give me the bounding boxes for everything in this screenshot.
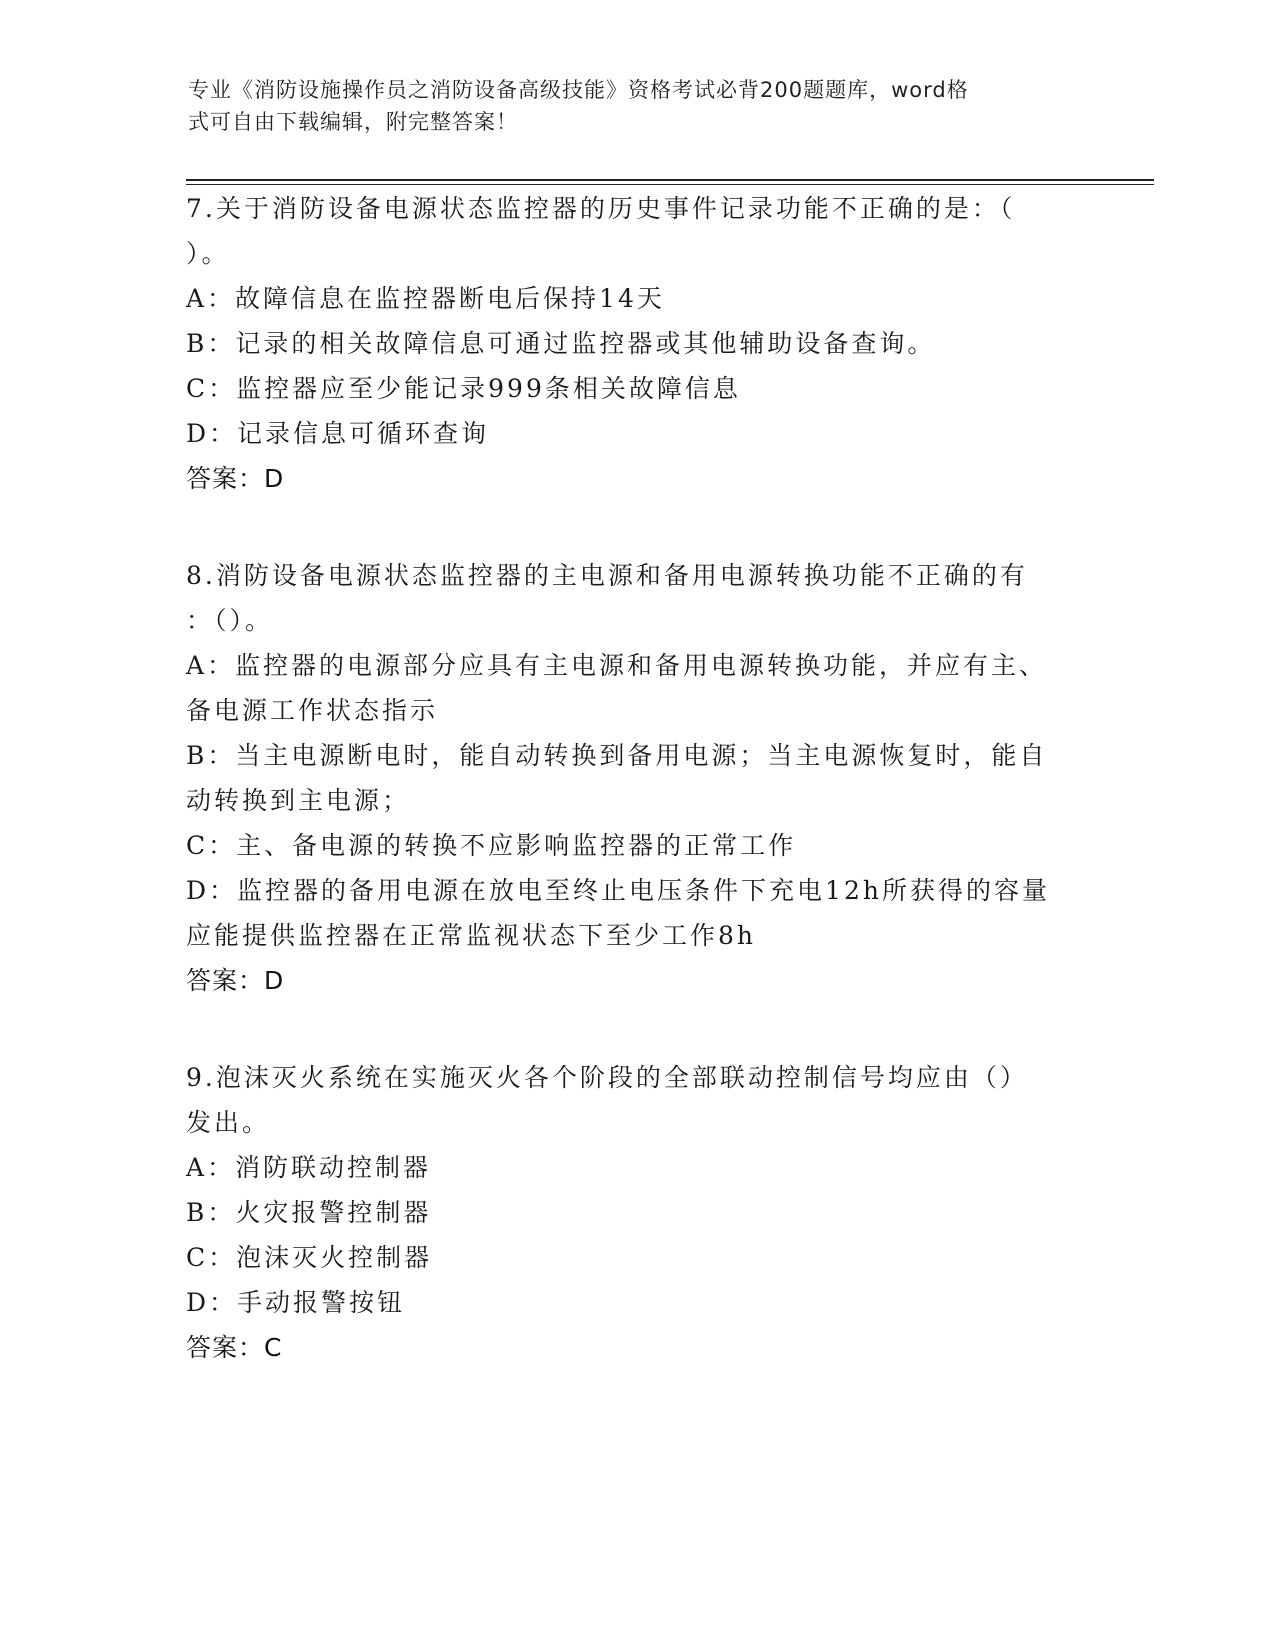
option-d: D：监控器的备用电源在放电至终止电压条件下充电12h所获得的容量 bbox=[186, 876, 1050, 905]
option-a: A：故障信息在监控器断电后保持14天 bbox=[186, 284, 665, 313]
option-c: C：监控器应至少能记录999条相关故障信息 bbox=[186, 374, 741, 403]
option-d-cont: 应能提供监控器在正常监视状态下至少工作8h bbox=[186, 921, 757, 950]
question-stem: 8.消防设备电源状态监控器的主电源和备用电源转换功能不正确的有 bbox=[186, 561, 1028, 590]
option-a-cont: 备电源工作状态指示 bbox=[186, 696, 439, 725]
question-9 bbox=[186, 1055, 1076, 1370]
header-divider-thick bbox=[186, 179, 1154, 181]
question-7 bbox=[186, 186, 1076, 501]
answer: 答案：C bbox=[186, 1333, 283, 1362]
question-gap bbox=[186, 501, 1076, 553]
question-8 bbox=[186, 553, 1076, 1003]
header-divider-thin bbox=[186, 184, 1154, 185]
answer: 答案：D bbox=[186, 464, 285, 493]
option-a: A：消防联动控制器 bbox=[186, 1153, 432, 1182]
option-b-cont: 动转换到主电源； bbox=[186, 786, 411, 815]
option-d: D：记录信息可循环查询 bbox=[186, 419, 490, 448]
question-stem-cont: ）。 bbox=[186, 239, 230, 268]
header-line-1: 专业《消防设施操作员之消防设备高级技能》资格考试必背200题题库，word格 bbox=[188, 78, 969, 102]
option-d: D：手动报警按钮 bbox=[186, 1288, 406, 1317]
header-line-2: 式可自由下载编辑，附完整答案！ bbox=[188, 110, 518, 134]
question-stem: 7.关于消防设备电源状态监控器的历史事件记录功能不正确的是：（ bbox=[186, 194, 1016, 223]
document-header bbox=[188, 74, 1068, 138]
option-c: C：泡沫灭火控制器 bbox=[186, 1243, 433, 1272]
option-b: B：当主电源断电时，能自动转换到备用电源；当主电源恢复时，能自 bbox=[186, 741, 1048, 770]
question-list bbox=[186, 186, 1076, 1370]
option-a: A：监控器的电源部分应具有主电源和备用电源转换功能，并应有主、 bbox=[186, 651, 1048, 680]
question-stem-cont: 发出。 bbox=[186, 1108, 271, 1137]
question-stem: 9.泡沫灭火系统在实施灭火各个阶段的全部联动控制信号均应由（） bbox=[186, 1063, 1028, 1092]
option-b: B：火灾报警控制器 bbox=[186, 1198, 432, 1227]
option-b: B：记录的相关故障信息可通过监控器或其他辅助设备查询。 bbox=[186, 329, 936, 358]
question-gap bbox=[186, 1003, 1076, 1055]
option-c: C：主、备电源的转换不应影响监控器的正常工作 bbox=[186, 831, 797, 860]
answer: 答案：D bbox=[186, 966, 285, 995]
question-stem-cont: ：（）。 bbox=[186, 606, 274, 635]
